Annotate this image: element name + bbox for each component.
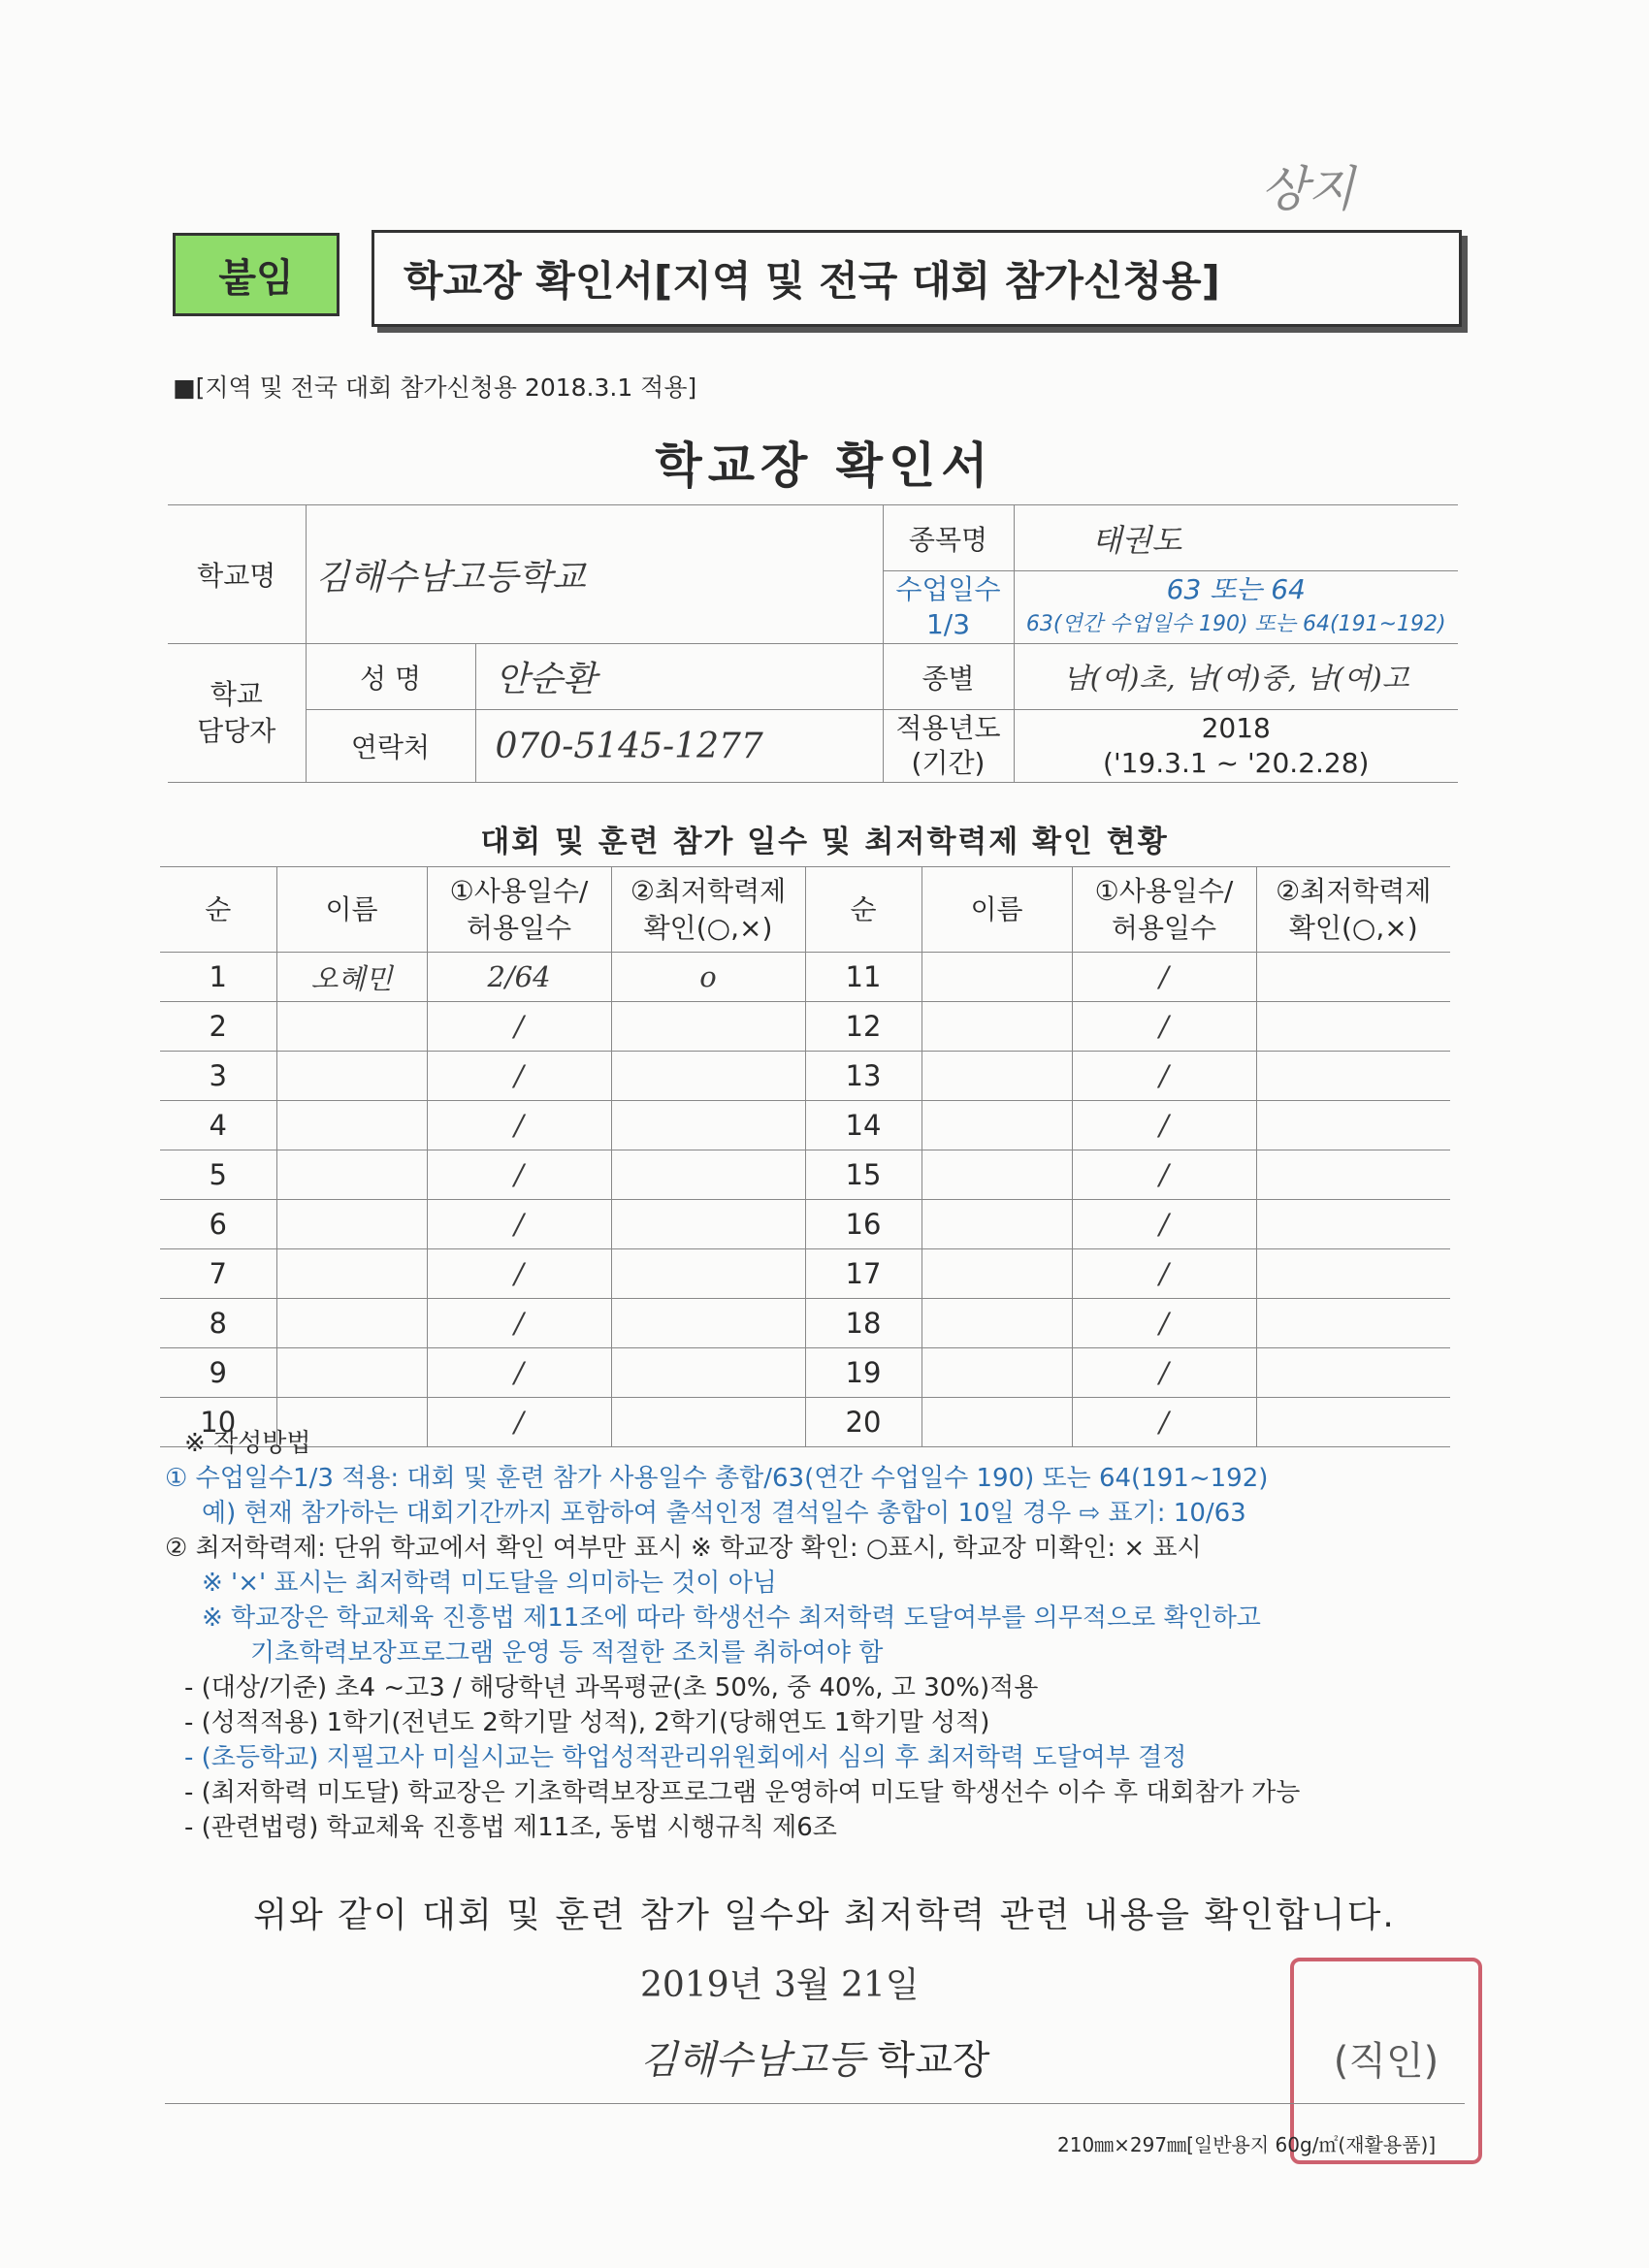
row-check[interactable] [611, 1052, 805, 1101]
row-name[interactable] [922, 1200, 1072, 1249]
row-no: 20 [805, 1398, 922, 1447]
header-min-level-line1: ②최저학력제 [1276, 874, 1432, 907]
gender-value[interactable]: 남(여)초, 남(여)중, 남(여)고 [1014, 644, 1458, 710]
row-no: 19 [805, 1348, 922, 1398]
row-no: 14 [805, 1101, 922, 1150]
row-check[interactable] [611, 1101, 805, 1150]
row-no: 1 [160, 953, 276, 1002]
year-label [883, 710, 1014, 783]
school-name-value[interactable]: 김해수남고등학교 [306, 505, 883, 644]
confirmation-statement: 위와 같이 대회 및 훈련 참가 일수와 최저학력 관련 내용을 확인합니다. [253, 1895, 1396, 1935]
progress-title: 대회 및 훈련 참가 일수 및 최저학력제 확인 현황 [480, 825, 1169, 859]
table-row [160, 1348, 1450, 1398]
row-no: 3 [160, 1052, 276, 1101]
row-days[interactable]: / [427, 1150, 611, 1200]
school-info-table [168, 504, 1458, 783]
corner-handwritten-note: 상지 [1261, 161, 1355, 217]
instruction-line: ※ 작성방법 [184, 1429, 311, 1458]
header-used-days-line2: 허용일수 [1111, 911, 1217, 944]
header-used-days-line1: ①사용일수/ [1094, 874, 1234, 907]
row-no: 15 [805, 1150, 922, 1200]
row-name[interactable]: 오혜민 [276, 953, 427, 1002]
row-days[interactable]: / [1072, 1200, 1256, 1249]
header-used-days-line1: ①사용일수/ [449, 874, 589, 907]
row-check[interactable] [1256, 1150, 1450, 1200]
contact-value[interactable]: 070-5145-1277 [475, 710, 883, 783]
header-min-level-line1: ②최저학력제 [630, 874, 787, 907]
row-name[interactable] [276, 1249, 427, 1299]
row-name[interactable] [922, 1299, 1072, 1348]
row-check[interactable] [1256, 953, 1450, 1002]
row-name[interactable] [276, 1299, 427, 1348]
row-check[interactable] [1256, 1002, 1450, 1052]
header-name: 이름 [922, 867, 1072, 953]
contact-label: 연락처 [306, 710, 475, 783]
row-no: 11 [805, 953, 922, 1002]
header-min-level-line2: 확인(○,×) [643, 911, 773, 944]
instruction-line: 기초학력보장프로그램 운영 등 적절한 조치를 취하여야 함 [250, 1638, 884, 1668]
writing-instructions [165, 1426, 1465, 1845]
year-value-period: ('19.3.1 ~ '20.2.28) [1103, 747, 1370, 779]
school-days-value [1014, 571, 1458, 644]
school-days-label [883, 571, 1014, 644]
school-name-label: 학교명 [168, 505, 306, 644]
row-name[interactable] [276, 1348, 427, 1398]
instruction-line: ① 수업일수1/3 적용: 대회 및 훈련 참가 사용일수 총합/63(연간 수업일수 190) 또는 64(191~192) [165, 1464, 1269, 1493]
row-check[interactable] [1256, 1200, 1450, 1249]
table-row [160, 1249, 1450, 1299]
row-no: 16 [805, 1200, 922, 1249]
table-row [160, 1002, 1450, 1052]
row-name[interactable] [922, 953, 1072, 1002]
row-name[interactable] [276, 1150, 427, 1200]
row-days[interactable]: / [427, 1052, 611, 1101]
participation-grid [160, 866, 1450, 1447]
row-check[interactable] [1256, 1348, 1450, 1398]
seal-label: (직인) [1333, 2038, 1439, 2084]
row-check[interactable] [611, 1299, 805, 1348]
instruction-line: ② 최저학력제: 단위 학교에서 확인 여부만 표시 ※ 학교장 확인: ○표시, 학교장 미확인: × 표시 [165, 1534, 1202, 1563]
row-no: 9 [160, 1348, 276, 1398]
row-days[interactable]: / [1072, 1249, 1256, 1299]
row-days[interactable]: / [427, 1002, 611, 1052]
row-name[interactable] [922, 1150, 1072, 1200]
row-no: 8 [160, 1299, 276, 1348]
row-no: 7 [160, 1249, 276, 1299]
header-used-days [427, 867, 611, 953]
table-row [160, 1150, 1450, 1200]
row-no: 5 [160, 1150, 276, 1200]
table-row [160, 1200, 1450, 1249]
row-no: 12 [805, 1002, 922, 1052]
instruction-line: ※ 학교장은 학교체육 진흥법 제11조에 따라 학생선수 최저학력 도달여부를 의무적으로 확인하고 [202, 1604, 1261, 1633]
row-name[interactable] [922, 1052, 1072, 1101]
year-label-line1: 적용년도 [895, 712, 1001, 744]
row-name[interactable] [276, 1101, 427, 1150]
row-days[interactable]: / [427, 1299, 611, 1348]
signature-title: 학교장 [877, 2038, 990, 2083]
header-no: 순 [805, 867, 922, 953]
row-days[interactable]: / [427, 1348, 611, 1398]
footer-divider [165, 2103, 1465, 2104]
header-name: 이름 [276, 867, 427, 953]
applied-note: ■[지역 및 전국 대회 참가신청용 2018.3.1 적용] [173, 373, 697, 402]
gender-label: 종별 [883, 644, 1014, 710]
school-days-label-line1: 수업일수 [895, 573, 1001, 605]
event-label: 종목명 [883, 505, 1014, 571]
row-check[interactable] [1256, 1299, 1450, 1348]
row-no: 13 [805, 1052, 922, 1101]
row-name[interactable] [276, 1052, 427, 1101]
row-days[interactable]: / [1072, 1398, 1256, 1447]
row-no: 4 [160, 1101, 276, 1150]
row-days[interactable]: / [1072, 1101, 1256, 1150]
row-name[interactable] [922, 1002, 1072, 1052]
row-check[interactable] [1256, 1249, 1450, 1299]
person-name-value[interactable]: 안순환 [475, 644, 883, 710]
row-no: 6 [160, 1200, 276, 1249]
instruction-line: - (성적적용) 1학기(전년도 2학기말 성적), 2학기(당해연도 1학기말 성적) [184, 1708, 990, 1737]
instruction-line: - (최저학력 미도달) 학교장은 기초학력보장프로그램 운영하여 미도달 학생선수 이수 후 대회참가 가능 [184, 1778, 1301, 1807]
row-check[interactable] [611, 1150, 805, 1200]
row-days[interactable]: / [1072, 1002, 1256, 1052]
row-days[interactable]: / [427, 1200, 611, 1249]
row-name[interactable] [922, 1101, 1072, 1150]
header-used-days [1072, 867, 1256, 953]
row-check[interactable] [1256, 1101, 1450, 1150]
table-row [160, 1101, 1450, 1150]
attachment-badge: 붙임 [173, 233, 340, 316]
manager-label-line2: 담당자 [197, 715, 276, 747]
row-check[interactable] [611, 1002, 805, 1052]
row-days[interactable]: / [1072, 953, 1256, 1002]
instruction-line: - (대상/기준) 초4 ~고3 / 해당학년 과목평균(초 50%, 중 40%, 고 30%)적용 [184, 1673, 1039, 1702]
manager-label-line1: 학교 [210, 678, 263, 710]
instruction-line: 예) 현재 참가하는 대회기간까지 포함하여 출석인정 결석일수 총합이 10일 경우 ⇨ 표기: 10/63 [202, 1499, 1246, 1528]
row-days[interactable]: / [1072, 1299, 1256, 1348]
signature-school: 김해수남고등 [640, 2038, 865, 2083]
row-no: 18 [805, 1299, 922, 1348]
row-name[interactable] [922, 1249, 1072, 1299]
row-check[interactable] [1256, 1052, 1450, 1101]
year-value-main: 2018 [1201, 712, 1271, 744]
signature-date: 2019년 3월 21일 [640, 1965, 920, 2005]
form-title: 학교장 확인서[지역 및 전국 대회 참가신청용] [404, 257, 1220, 305]
row-days[interactable]: / [1072, 1052, 1256, 1101]
year-label-line2: (기간) [911, 747, 986, 779]
header-min-level-line2: 확인(○,×) [1288, 911, 1418, 944]
header-no: 순 [160, 867, 276, 953]
row-days[interactable]: 2/64 [427, 953, 611, 1002]
row-no: 17 [805, 1249, 922, 1299]
row-days[interactable]: / [427, 1398, 611, 1447]
school-days-label-line2: 1/3 [925, 608, 971, 640]
paper-spec-footer: 210㎜×297㎜[일반용지 60g/㎡(재활용품)] [1057, 2133, 1437, 2156]
instruction-line: - (초등학교) 지필고사 미실시교는 학업성적관리위원회에서 심의 후 최저학력 도달여부 결정 [184, 1743, 1187, 1772]
row-days[interactable]: / [1072, 1150, 1256, 1200]
row-check[interactable] [611, 1348, 805, 1398]
school-days-value-main: 63 또는 64 [1166, 573, 1306, 605]
row-days[interactable]: / [427, 1249, 611, 1299]
row-name[interactable] [922, 1348, 1072, 1398]
table-row [160, 953, 1450, 1002]
row-days[interactable]: / [427, 1101, 611, 1150]
instruction-line: - (관련법령) 학교체육 진흥법 제11조, 동법 시행규칙 제6조 [184, 1813, 837, 1842]
row-name[interactable] [276, 1200, 427, 1249]
document-title: 학교장 확인서 [655, 437, 994, 494]
manager-label [168, 644, 306, 783]
form-title-box [372, 230, 1462, 327]
header-used-days-line2: 허용일수 [466, 911, 572, 944]
signature-line [640, 2029, 989, 2085]
instruction-line: ※ '×' 표시는 최저학력 미도달을 의미하는 것이 아님 [202, 1569, 777, 1598]
row-no: 2 [160, 1002, 276, 1052]
year-value [1014, 710, 1458, 783]
event-value[interactable]: 태권도 [1014, 505, 1458, 571]
row-check[interactable]: o [611, 953, 805, 1002]
header-min-level [611, 867, 805, 953]
person-name-label: 성 명 [306, 644, 475, 710]
grid-body [160, 953, 1450, 1447]
row-days[interactable]: / [1072, 1348, 1256, 1398]
row-check[interactable] [611, 1249, 805, 1299]
table-row [160, 1052, 1450, 1101]
header-min-level [1256, 867, 1450, 953]
row-no: 10 [160, 1398, 276, 1447]
table-row [160, 1299, 1450, 1348]
school-days-value-sub: 63(연간 수업일수 190) 또는 64(191~192) [1025, 612, 1446, 636]
row-name[interactable] [276, 1002, 427, 1052]
row-check[interactable] [611, 1200, 805, 1249]
